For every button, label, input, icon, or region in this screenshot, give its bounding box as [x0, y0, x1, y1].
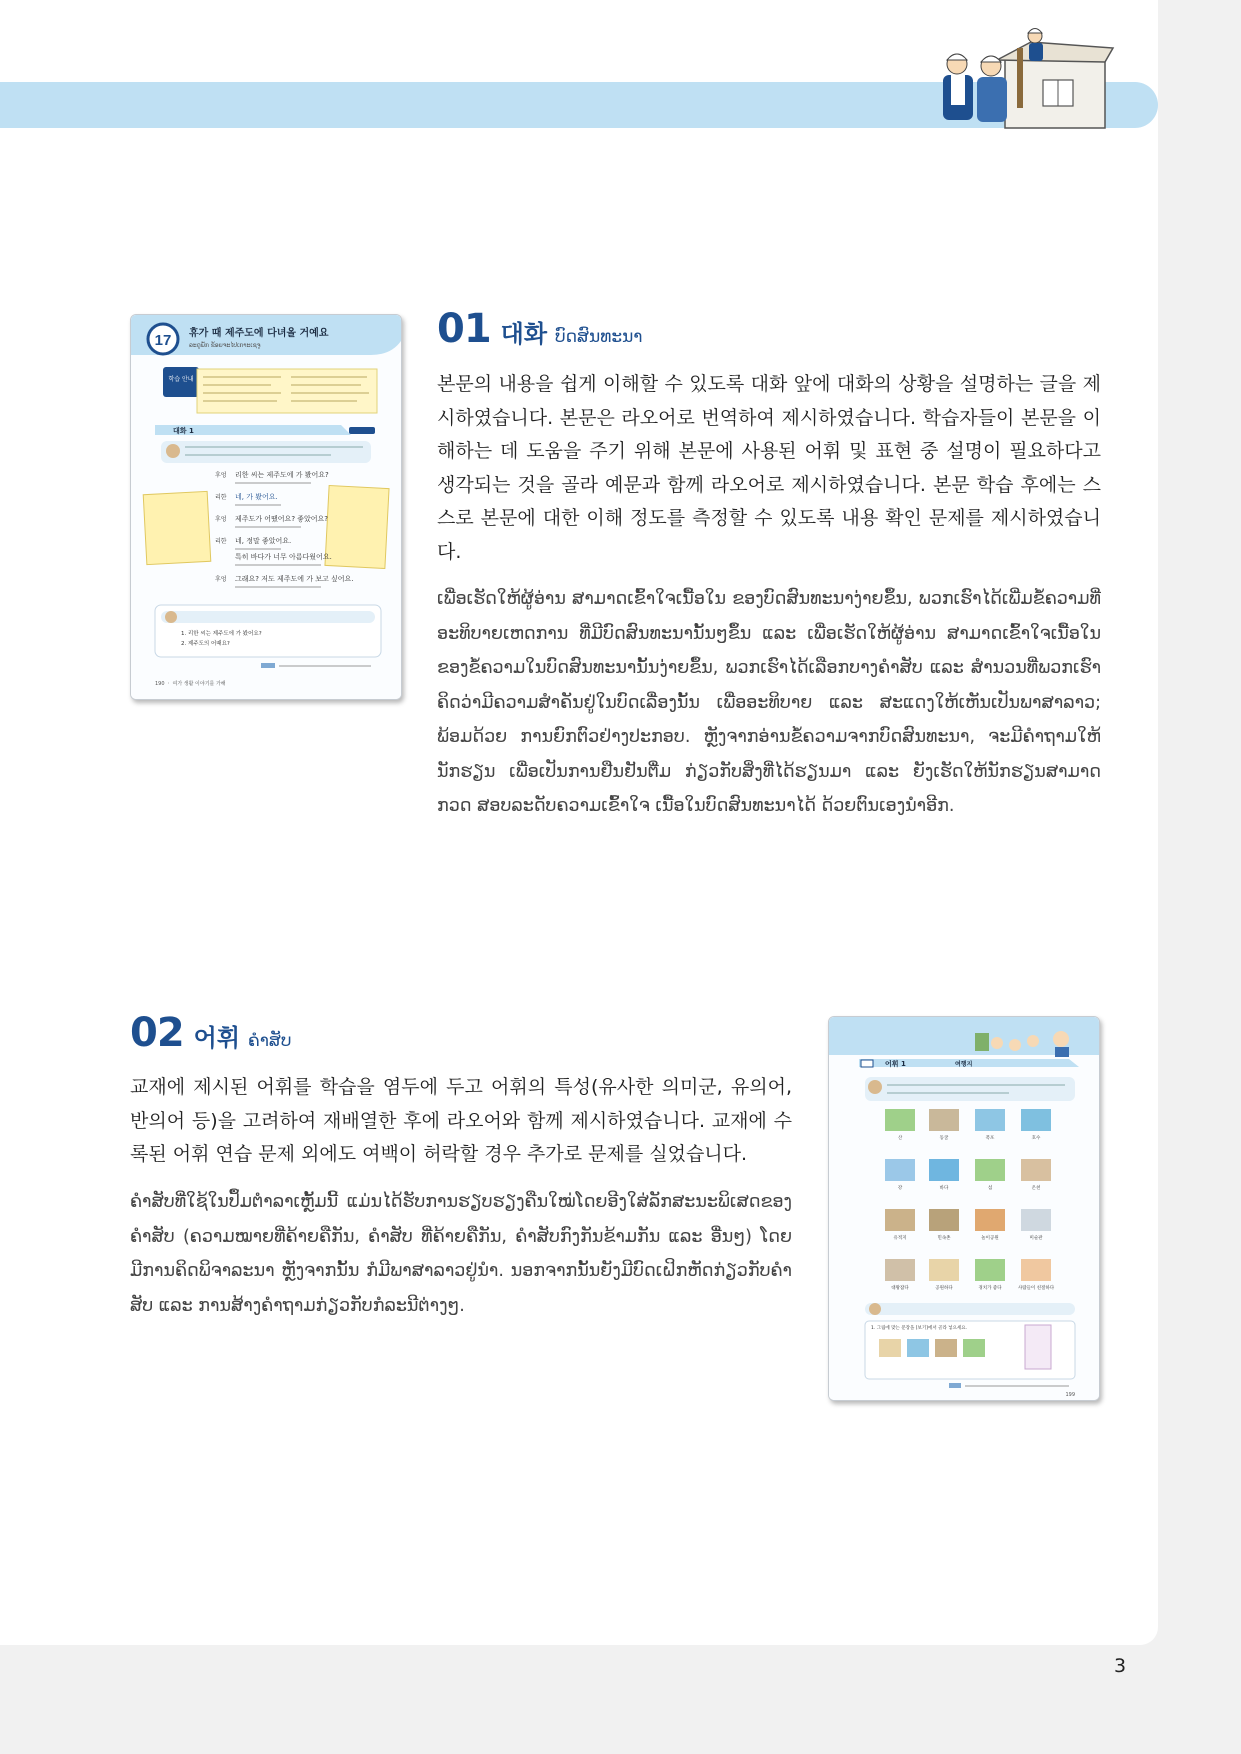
- workers-illustration: [935, 20, 1115, 130]
- vocab-word: 강: [897, 1186, 903, 1191]
- vocab-word: 공원하다: [935, 1286, 953, 1291]
- thumb-footer: 190 ㆍ 여가 생활 이야기를 가해: [155, 681, 226, 687]
- section-1-heading: [437, 306, 642, 352]
- lesson-number: 17: [154, 332, 172, 349]
- vocabulary-page-thumbnail: [828, 1016, 1100, 1401]
- section-2-body-lo: ຄໍາສັບທີ່ໃຊ້ໃນປຶ້ມຕໍາລາເຫຼັ້ມນີ້ ແມ່ນໄດ້ຮັບການຮຽບຮຽງຄືນໃໝ່ໂດຍອີງໃສ່ລັກສະນະພິເສດຂອງຄໍາສັບ (ຄວາມໝາຍທີ່ຄ້າຍຄືກັນ, ຄໍາສັບ ທີ່ຄ້າຍຄືກັນ, ຄໍາສັບກົງກັນຂ້າມກັນ ແລະ ອື່ນໆ) ໂດຍມີການຄິດພິຈາລະນາ ຫຼັງຈາກນັ້ນ ກໍມີພາສາລາວຢູ່ນໍາ. ນອກຈາກນັ້ນຍັງມີບົດເຝິກຫັດກ່ຽວກັບຄໍາສັບ ແລະ ການສ້າງຄໍາຖາມກ່ຽວກັບກໍລະນີຕ່າງໆ.: [130, 1192, 792, 1316]
- vocab-word: 폭포: [985, 1136, 995, 1141]
- check-question: 2. 제주도의 어때요?: [181, 641, 230, 647]
- dialogue-line: 네, 가 봤어요.: [235, 493, 278, 501]
- dialogue-line: 제주도가 어땠어요? 좋았어요?: [235, 515, 329, 523]
- dialogue-line: 네, 정말 좋았어요.: [235, 537, 292, 545]
- vocab-exercise: 1. 그림에 맞는 문장을 [보기]에서 골라 넣으세요.: [871, 1326, 968, 1331]
- vocab-word: 대왕잡다: [891, 1286, 909, 1291]
- dialogue-line: 특히 바다가 너무 아름다웠어요.: [235, 553, 332, 561]
- vocab-word: 동굴: [939, 1136, 949, 1141]
- dialogue-speaker: 후엉: [215, 472, 227, 479]
- section-2-body-ko: 교재에 제시된 어휘를 학습을 염두에 두고 어휘의 특성(유사한 의미군, 유의어, 반의어 등)을 고려하여 재배열한 후에 라오어와 함께 제시하였습니다. 교재에 수록된 어휘 연습 문제 외에도 여백이 허락할 경우 추가로 문제를 실었습니다.: [130, 1076, 792, 1165]
- vocab-word: 섬: [987, 1186, 993, 1191]
- section-title-lo: ບົດສົນທະນາ: [555, 327, 643, 347]
- dialogue-speaker: 후엉: [215, 576, 227, 583]
- vocab-topic: 여행지: [955, 1061, 973, 1068]
- page-number: 3: [1114, 1655, 1127, 1677]
- section-title-ko: 대화: [500, 320, 548, 348]
- vocab-word: 산: [897, 1136, 903, 1141]
- vocab-word: 경치가 좋다: [978, 1286, 1002, 1291]
- vocab-word: 사람들이 친절하다: [1017, 1286, 1055, 1291]
- check-question: 1. 리한 씨는 제주도에 가 봤어요?: [181, 631, 262, 637]
- section-number: 01: [437, 306, 491, 352]
- vocab-word: 호수: [1031, 1136, 1041, 1141]
- dialogue-line: 그래요? 저도 제주도에 가 보고 싶어요.: [235, 575, 354, 583]
- vocab-word: 바다: [939, 1186, 949, 1191]
- section-1-body-ko: 본문의 내용을 쉽게 이해할 수 있도록 대화 앞에 대화의 상황을 설명하는 글을 제시하였습니다. 본문은 라오어로 번역하여 제시하였습니다. 학습자들이 본문을 이해하는 데 도움을 주기 위해 본문에 사용된 어휘 및 표현 중 설명이 필요하다고 생각되는 것을 골라 예문과 함께 라오어로 제시하였습니다. 본문 학습 후에는 스스로 본문에 대한 이해 정도를 측정할 수 있도록 내용 확인 문제를 제시하였습니다.: [437, 373, 1101, 563]
- section-title-ko: 어휘: [193, 1024, 241, 1052]
- section-title-lo: ຄໍາສັບ: [248, 1031, 292, 1051]
- vocab-word: 민속촌: [937, 1236, 951, 1241]
- dialogue-line: 리한 씨는 제주도에 가 봤어요?: [235, 471, 329, 479]
- dialogue-speaker: 리한: [215, 538, 227, 545]
- lesson-title: 휴가 때 제주도에 다녀올 거예요: [189, 328, 329, 339]
- dialogue-page-graphic: [131, 315, 401, 699]
- dialogue-speaker: 리한: [215, 494, 227, 501]
- vocab-word: 유적지: [893, 1236, 907, 1241]
- section-1-body-lo: ເພື່ອເຮັດໃຫ້ຜູ້ອ່ານ ສາມາດເຂົ້າໃຈເນື້ອໃນ ຂອງບົດສົນທະນາງ່າຍຂຶ້ນ, ພວກເຮົາໄດ້ເພີ່ມຂໍ້ຄວາມທີ່ອະທິບາຍເຫດການ ທີ່ມີບົດສົນທະນານັ້ນໆຂຶ້ນ ແລະ ເພື່ອເຮັດໃຫ້ຜູ້ອ່ານ ສາມາດເຂົ້າໃຈເນື້ອໃນຂອງຂໍ້ຄວາມໃນບົດສົນທະນານັ້ນງ່າຍຂຶ້ນ, ພວກເຮົາໄດ້ເລືອກບາງຄໍາສັບ ແລະ ສໍານວນທີ່ພວກເຮົາຄິດວ່າມີຄວາມສໍາຄັນຢູ່ໃນບົດເລື່ອງນັ້ນ ເພື່ອອະທິບາຍ ແລະ ສະແດງໃຫ້ເຫັນເປັນພາສາລາວ; ພ້ອມດ້ວຍ ການຍົກຕົວຢ່າງປະກອບ. ຫຼັງຈາກອ່ານຂໍ້ຄວາມຈາກບົດສົນທະນາ, ຈະມີຄໍາຖາມໃຫ້ນັກຮຽນ ເພື່ອເປັນການຢືນຢັນຕື່ມ ກ່ຽວກັບສິ່ງທີ່ໄດ້ຮຽນມາ ແລະ ຍັງເຮັດໃຫ້ນັກຮຽນສາມາດກວດ ສອບລະດັບຄວາມເຂົ້າໃຈ ເນື້ອໃນບົດສົນທະນາໄດ້ ດ້ວຍຕົນເອງນໍາອີກ.: [437, 589, 1101, 816]
- guide-badge: 학습 안내: [168, 376, 194, 383]
- section-number: 02: [130, 1010, 184, 1056]
- vocabulary-page-graphic: [829, 1017, 1099, 1400]
- vocab-label: 어휘 1: [885, 1060, 906, 1068]
- vocab-word: 온천: [1031, 1186, 1041, 1191]
- vocab-word: 놀이공원: [981, 1236, 999, 1241]
- thumb-footer-page: 199: [1065, 1392, 1075, 1398]
- section-2-heading: [130, 1010, 292, 1056]
- lesson-subtitle: ລະດູພັກ ຂ້ອຍຈະໄປເກາະເຊຈູ: [189, 342, 261, 349]
- dialogue-speaker: 후엉: [215, 516, 227, 523]
- vocab-word: 미술관: [1029, 1236, 1043, 1241]
- dialogue-page-thumbnail: [130, 314, 402, 700]
- dialogue-label: 대화 1: [173, 427, 194, 435]
